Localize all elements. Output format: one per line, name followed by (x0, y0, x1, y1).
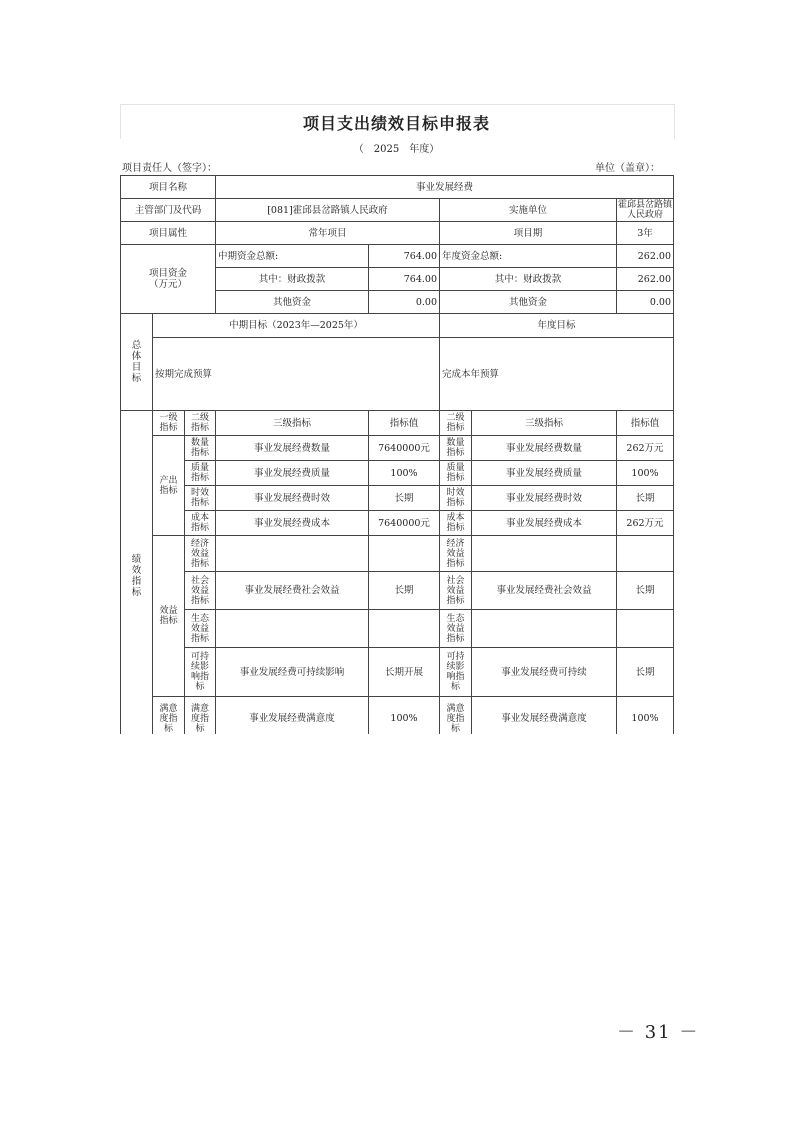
mid-fiscal-label: 其中：财政拨款 (216, 268, 369, 291)
project-name-value: 事业发展经费 (216, 176, 674, 199)
indicator-l2-mid (185, 461, 216, 486)
indicator-l2-year-text: 时效 指标 (446, 488, 465, 508)
indicator-l2-mid-text: 质量 指标 (190, 463, 209, 483)
value-header-mid: 指标值 (369, 411, 440, 436)
year-fiscal-value: 262.00 (617, 268, 674, 291)
indicator-value-year: 100% (617, 697, 674, 741)
responsible-person-label: 项目责任人（签字）： (122, 163, 217, 174)
indicator-l2-year (440, 486, 472, 511)
mid-goal-text: 按期完成预算 (153, 338, 440, 411)
mid-fiscal-value: 764.00 (369, 268, 440, 291)
value-header-year: 指标值 (617, 411, 674, 436)
project-funds-label-text: 项目资金 （万元） (148, 268, 187, 290)
indicator-l2-mid (185, 536, 216, 572)
year-fiscal-label: 其中：财政拨款 (440, 268, 617, 291)
indicator-value-mid: 100% (369, 697, 440, 741)
indicator-l2-year-text: 满意 度指 标 (446, 703, 465, 734)
project-period-label: 项目期 (440, 222, 617, 245)
indicator-l2-mid (185, 511, 216, 536)
indicator-l2-mid-text: 成本 指标 (190, 513, 209, 533)
indicator-l2-year (440, 536, 472, 572)
indicator-value-year: 262万元 (617, 436, 674, 461)
indicator-value-year: 100% (617, 461, 674, 486)
indicator-l3-mid: 事业发展经费可持续影响 (216, 648, 369, 697)
indicator-l2-year (440, 436, 472, 461)
indicator-l2-year (440, 511, 472, 536)
overall-goal-label (121, 314, 153, 411)
level2-header-text: 二级 指标 (190, 413, 209, 433)
mid-other-label: 其他资金 (216, 291, 369, 314)
indicator-l3-year (472, 610, 617, 648)
impl-unit-label: 实施单位 (440, 199, 617, 222)
indicator-l2-year (440, 461, 472, 486)
indicator-value-mid: 长期 (369, 572, 440, 610)
indicator-value-mid: 7640000元 (369, 436, 440, 461)
mid-total-value: 764.00 (369, 245, 440, 268)
project-attr-value: 常年项目 (216, 222, 440, 245)
indicator-l2-mid-text: 社会 效益 指标 (190, 575, 209, 606)
mid-other-value: 0.00 (369, 291, 440, 314)
indicator-l3-mid (216, 536, 369, 572)
indicator-value-year (617, 536, 674, 572)
year-other-label: 其他资金 (440, 291, 617, 314)
indicator-value-mid (369, 536, 440, 572)
indicator-l2-mid (185, 648, 216, 697)
indicator-value-year: 长期 (617, 648, 674, 697)
indicator-l3-year: 事业发展经费成本 (472, 511, 617, 536)
year-total-value: 262.00 (617, 245, 674, 268)
indicator-l2-mid (185, 486, 216, 511)
indicator-l3-year (472, 536, 617, 572)
indicator-value-mid: 长期开展 (369, 648, 440, 697)
indicator-l3-year: 事业发展经费质量 (472, 461, 617, 486)
indicator-l2-mid (185, 610, 216, 648)
project-period-value: 3年 (617, 222, 674, 245)
level2-header (185, 411, 216, 436)
performance-indicator-label-text: 绩 效 指 标 (131, 553, 142, 598)
satisfaction-indicator-label-text: 满意 度指 标 (159, 703, 178, 734)
form-title: 项目支出绩效目标申报表 (302, 114, 490, 133)
indicator-value-mid: 长期 (369, 486, 440, 511)
dept-label: 主管部门及代码 (121, 199, 216, 222)
indicator-l2-mid-text: 生态 效益 指标 (190, 613, 209, 644)
indicator-l2-year-text: 质量 指标 (446, 463, 465, 483)
level1-header-text: 一级 指标 (159, 413, 178, 433)
indicator-l2-year-text: 可持 续影 响指 标 (446, 652, 465, 692)
benefit-indicator-label-text: 效益 指标 (159, 606, 178, 626)
indicator-l2-mid (185, 436, 216, 461)
indicator-l3-mid: 事业发展经费成本 (216, 511, 369, 536)
overall-goal-label-text: 总 体 目 标 (131, 340, 142, 384)
indicator-l2-year (440, 648, 472, 697)
performance-target-table (120, 175, 674, 741)
indicator-l3-mid (216, 610, 369, 648)
mid-goal-header: 中期目标（2023年—2025年） (153, 314, 440, 338)
indicator-value-year: 长期 (617, 572, 674, 610)
unit-seal-label: 单位（盖章）： (595, 163, 660, 174)
indicator-l3-year: 事业发展经费时效 (472, 486, 617, 511)
indicator-value-year (617, 610, 674, 648)
project-name-label: 项目名称 (121, 176, 216, 199)
indicator-value-mid: 7640000元 (369, 511, 440, 536)
year-goal-header: 年度目标 (440, 314, 674, 338)
performance-indicator-label (121, 411, 153, 741)
indicator-l3-year: 事业发展经费社会效益 (472, 572, 617, 610)
level2-header-year (440, 411, 472, 436)
benefit-indicator-label (153, 536, 185, 697)
level3-header-year: 三级指标 (472, 411, 617, 436)
indicator-l3-mid: 事业发展经费社会效益 (216, 572, 369, 610)
indicator-l2-year (440, 610, 472, 648)
year-goal-text: 完成本年预算 (440, 338, 674, 411)
project-funds-label (121, 245, 216, 314)
indicator-l2-year-text: 经济 效益 指标 (446, 538, 465, 569)
indicator-l3-mid: 事业发展经费质量 (216, 461, 369, 486)
indicator-l2-year-text: 成本 指标 (446, 513, 465, 533)
level2-header-year-text: 二级 指标 (446, 413, 465, 433)
year-total-label: 年度资金总额: (440, 245, 617, 268)
indicator-value-year: 262万元 (617, 511, 674, 536)
mid-total-label: 中期资金总额: (216, 245, 369, 268)
indicator-l2-mid-text: 时效 指标 (190, 488, 209, 508)
year-line: （ 2025 年度） (353, 144, 440, 155)
indicator-l3-mid: 事业发展经费满意度 (216, 697, 369, 741)
dept-value: [081]霍邱县岔路镇人民政府 (216, 199, 440, 222)
indicator-l2-mid-text: 可持 续影 响指 标 (190, 652, 209, 692)
year-other-value: 0.00 (617, 291, 674, 314)
indicator-l2-mid-text: 数量 指标 (190, 438, 209, 458)
indicator-l3-year: 事业发展经费满意度 (472, 697, 617, 741)
indicator-value-mid: 100% (369, 461, 440, 486)
indicator-l2-mid-text: 经济 效益 指标 (190, 538, 209, 569)
indicator-l2-mid-text: 满意 度指 标 (190, 703, 209, 734)
level3-header-mid: 三级指标 (216, 411, 369, 436)
indicator-l2-year-text: 社会 效益 指标 (446, 575, 465, 606)
project-attr-label: 项目属性 (121, 222, 216, 245)
indicator-l3-mid: 事业发展经费时效 (216, 486, 369, 511)
impl-unit-value: 霍邱县岔路镇人民政府 (617, 200, 672, 220)
indicator-value-mid (369, 610, 440, 648)
output-indicator-label-text: 产出 指标 (159, 475, 178, 496)
output-indicator-label (153, 436, 185, 536)
indicator-l2-year-text: 生态 效益 指标 (446, 613, 465, 644)
indicator-l2-year-text: 数量 指标 (446, 438, 465, 458)
indicator-l3-year: 事业发展经费可持续 (472, 648, 617, 697)
indicator-value-year: 长期 (617, 486, 674, 511)
table-cutoff-mask (100, 734, 700, 764)
indicator-l3-mid: 事业发展经费数量 (216, 436, 369, 461)
indicator-l3-year: 事业发展经费数量 (472, 436, 617, 461)
indicator-l2-mid (185, 572, 216, 610)
indicator-l2-year (440, 572, 472, 610)
page-number: － 31 － (617, 1022, 700, 1043)
level1-header (153, 411, 185, 436)
